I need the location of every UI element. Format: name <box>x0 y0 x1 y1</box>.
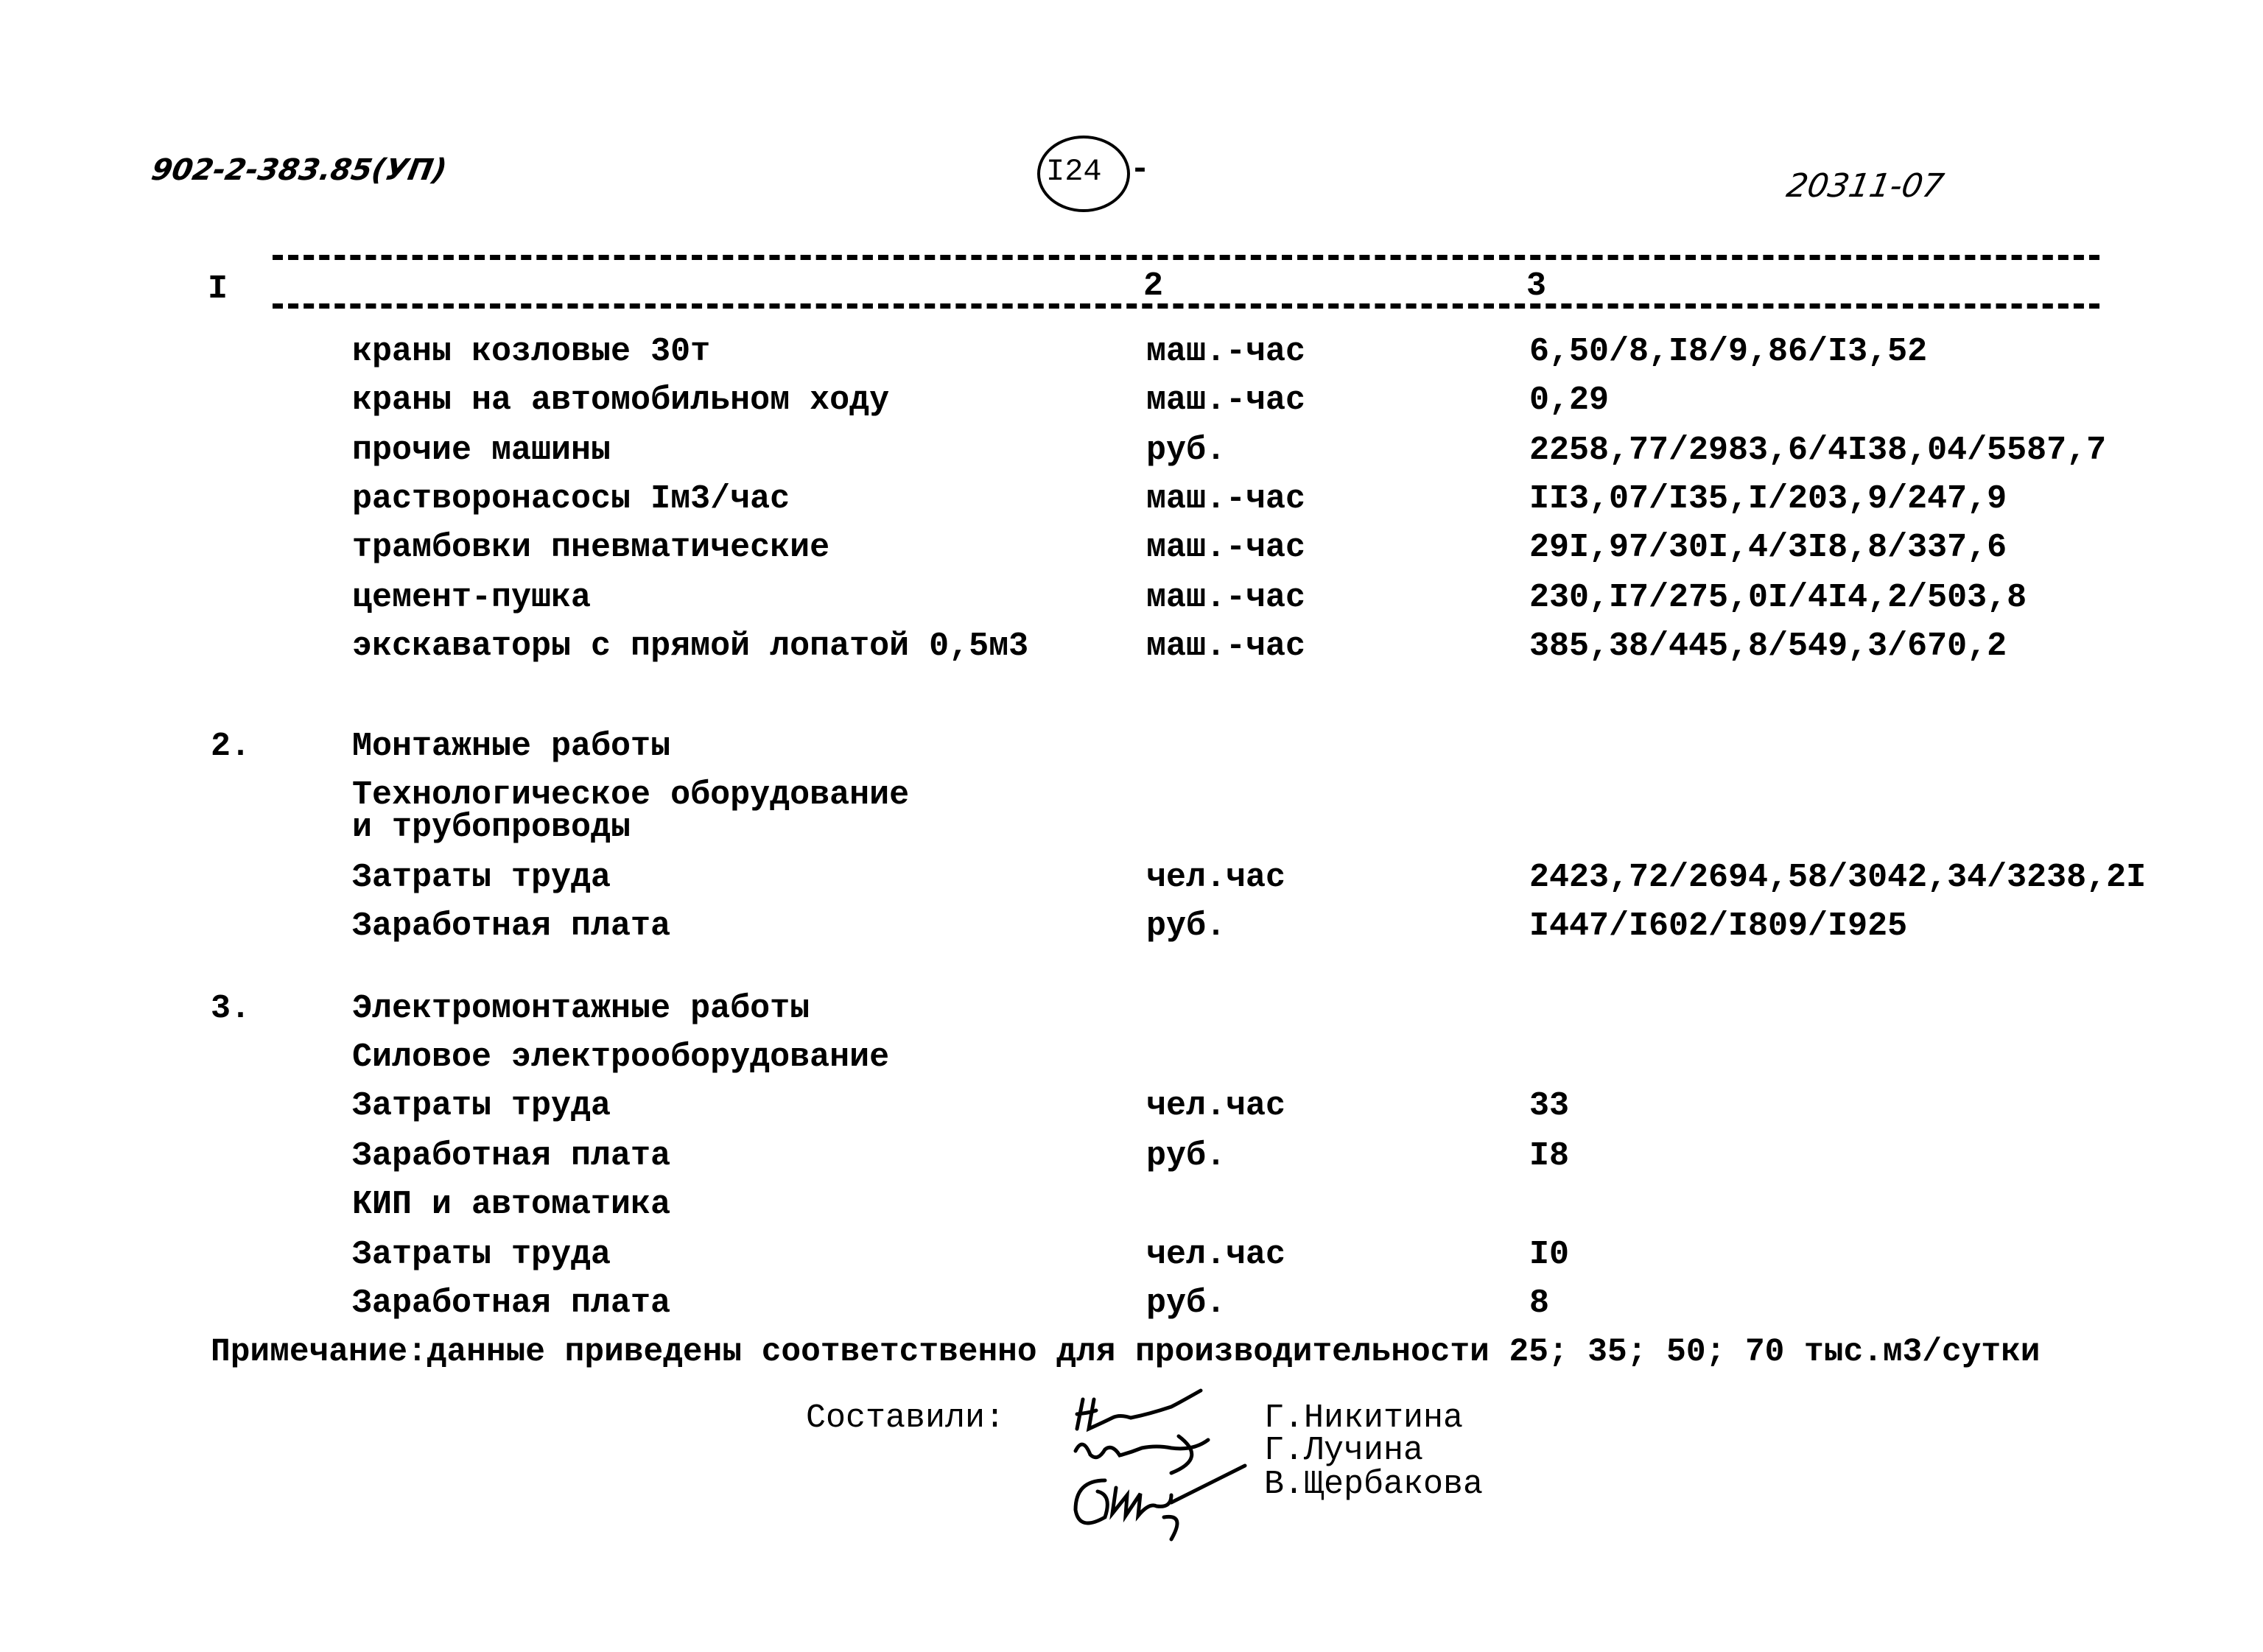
row-name: растворонасосы Iм3/час <box>352 480 790 518</box>
row-unit: маш.-час <box>1146 529 1306 566</box>
row-value: I447/I602/I809/I925 <box>1529 907 1908 945</box>
compiler-name: В.Щербакова <box>1264 1466 1484 1503</box>
row-value: I0 <box>1529 1236 1570 1273</box>
row-name: Затраты труда <box>352 1087 611 1125</box>
row-value: 2258,77/2983,6/4I38,04/5587,7 <box>1529 432 2107 469</box>
compiled-label: Составили: <box>806 1399 1006 1437</box>
row-unit: руб. <box>1146 432 1227 469</box>
row-value: 385,38/445,8/549,3/670,2 <box>1529 628 2007 665</box>
row-name: Затраты труда <box>352 1236 611 1273</box>
row-value: 2423,72/2694,58/3042,34/3238,2I <box>1529 859 2147 896</box>
row-name: краны на автомобильном ходу <box>352 382 890 419</box>
document-code: 902-2-383.85(УП) <box>148 153 449 187</box>
row-unit: маш.-час <box>1146 628 1306 665</box>
row-unit: руб. <box>1146 1137 1227 1175</box>
row-unit: чел.час <box>1146 859 1286 896</box>
row-value: 29I,97/30I,4/3I8,8/337,6 <box>1529 529 2007 566</box>
section-subtitle: Технологическое оборудование <box>352 776 910 814</box>
column-header-3: 3 <box>1526 267 1547 305</box>
inventory-number: 20311-07 <box>1783 167 1947 205</box>
row-name: Заработная плата <box>352 1284 671 1322</box>
page-dash: - <box>1130 151 1151 189</box>
row-value: I8 <box>1529 1137 1570 1175</box>
compiler-name: Г.Никитина <box>1264 1399 1464 1437</box>
column-header-2: 2 <box>1143 267 1164 305</box>
subsection-title: КИП и автоматика <box>352 1186 671 1223</box>
row-name: Заработная плата <box>352 907 671 945</box>
signatures-image <box>1061 1385 1252 1554</box>
row-value: 6,50/8,I8/9,86/I3,52 <box>1529 333 1928 370</box>
row-name: цемент-пушка <box>352 579 592 616</box>
row-unit: чел.час <box>1146 1087 1286 1125</box>
section-subtitle: и трубопроводы <box>352 809 631 846</box>
section-number: 3. <box>211 990 251 1027</box>
row-name: экскаваторы с прямой лопатой 0,5м3 <box>352 628 1029 665</box>
row-value: 0,29 <box>1529 382 1610 419</box>
header-divider-top <box>273 255 2099 260</box>
row-name: Заработная плата <box>352 1137 671 1175</box>
header-divider-bottom <box>273 303 2099 309</box>
row-unit: руб. <box>1146 907 1227 945</box>
row-unit: маш.-час <box>1146 382 1306 419</box>
section-title: Электромонтажные работы <box>352 990 810 1027</box>
section-title: Монтажные работы <box>352 728 671 765</box>
signature-3 <box>1076 1466 1245 1539</box>
column-header-1: I <box>208 270 228 308</box>
section-number: 2. <box>211 728 251 765</box>
subsection-title: Силовое электрооборудование <box>352 1038 890 1076</box>
compiler-name: Г.Лучина <box>1264 1432 1424 1469</box>
row-unit: маш.-час <box>1146 579 1306 616</box>
page-number: I24 <box>1046 154 1102 189</box>
row-name: трамбовки пневматические <box>352 529 830 566</box>
row-name: прочие машины <box>352 432 611 469</box>
row-unit: маш.-час <box>1146 333 1306 370</box>
signature-1 <box>1077 1391 1201 1429</box>
row-unit: чел.час <box>1146 1236 1286 1273</box>
row-value: 33 <box>1529 1087 1570 1125</box>
row-value: 8 <box>1529 1284 1550 1322</box>
row-unit: руб. <box>1146 1284 1227 1322</box>
row-name: Затраты труда <box>352 859 611 896</box>
note: Примечание:данные приведены соответственно для производительности 25; 35; 50; 70 тыс.м3/сутки <box>211 1334 2041 1371</box>
row-name: краны козловые 30т <box>352 333 711 370</box>
row-unit: маш.-час <box>1146 480 1306 518</box>
signature-2 <box>1076 1436 1208 1473</box>
row-value: II3,07/I35,I/203,9/247,9 <box>1529 480 2007 518</box>
row-value: 230,I7/275,0I/4I4,2/503,8 <box>1529 579 2027 616</box>
